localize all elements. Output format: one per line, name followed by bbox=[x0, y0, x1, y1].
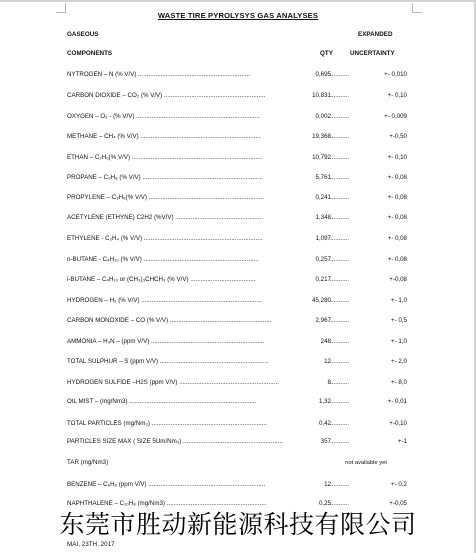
quantity-value: 19,368 bbox=[312, 133, 331, 140]
quantity-value: 357 bbox=[320, 438, 331, 445]
company-watermark: 东莞市胜动新能源科技有限公司 bbox=[59, 510, 417, 539]
component-name: BENZENE – C₆H₆ (ppm V/V) .................................................................... bbox=[67, 481, 266, 488]
gas-row bbox=[67, 480, 407, 490]
gas-row bbox=[67, 153, 407, 163]
gas-row bbox=[67, 437, 407, 447]
quantity-value: 5,761 bbox=[315, 174, 331, 181]
gas-row bbox=[67, 316, 407, 326]
gas-row bbox=[67, 255, 407, 265]
leader-dots: ........... bbox=[330, 92, 349, 99]
uncertainty-value: +- 0,009 bbox=[384, 113, 407, 120]
component-name: CARBON MONOXIDE – CO (% V/V) ........................................................... bbox=[67, 317, 272, 324]
leader-dots: ........... bbox=[330, 71, 349, 78]
uncertainty-value: +- 0,08 bbox=[387, 256, 407, 263]
leader-dots: ........... bbox=[330, 154, 349, 161]
document-title: WASTE TIRE PYROLYSYS GAS ANALYSES bbox=[157, 11, 319, 20]
row-note: not available yet bbox=[345, 460, 387, 466]
quantity-value: 10,831 bbox=[312, 92, 331, 99]
quantity-value: 0,002 bbox=[315, 113, 331, 120]
header-qty: QTY bbox=[320, 50, 333, 57]
component-name: i-BUTANE – C₄H₁₀ or (CH₃)₃CHCH₃ (% V/V) ...................................... bbox=[67, 276, 256, 283]
component-name: n-BUTANE - C₄H₁₀ (% V/V) ................................................................... bbox=[67, 256, 259, 263]
gas-row bbox=[67, 91, 407, 101]
component-name: TOTAL SULPHUR – S (ppm V/V) ............................................................... bbox=[67, 358, 269, 365]
leader-dots: ........... bbox=[330, 276, 349, 283]
uncertainty-value: +- 0,08 bbox=[387, 194, 407, 201]
document-date: MAI, 23TH, 2017 bbox=[67, 541, 115, 548]
gas-row bbox=[67, 70, 407, 80]
page-top-edge bbox=[0, 0, 476, 2]
quantity-value: 10,792 bbox=[312, 154, 331, 161]
leader-dots: ........... bbox=[330, 174, 349, 181]
leader-dots: ........... bbox=[330, 194, 349, 201]
quantity-value: 12 bbox=[324, 358, 331, 365]
quantity-value: 45,280 bbox=[312, 297, 331, 304]
leader-dots: ........... bbox=[330, 379, 349, 386]
uncertainty-value: +- 0,010 bbox=[384, 71, 407, 78]
component-name: ETHYLENE - C₂H₄ (% V/V) ..................................................................... bbox=[67, 235, 263, 242]
uncertainty-value: +-1 bbox=[397, 438, 407, 445]
uncertainty-value: +- 1,0 bbox=[391, 338, 407, 345]
gas-row bbox=[67, 213, 407, 223]
gas-row bbox=[67, 234, 407, 244]
component-name: PARTICLES SIZE MAX ( SIZE 5Um/Nm₃) .......................................................... bbox=[67, 438, 283, 445]
leader-dots: ........... bbox=[330, 113, 349, 120]
component-name: NAPHTHALENE – C₁₀H₈ (mg/Nm3) .......................................................... bbox=[67, 500, 267, 507]
quantity-value: 2,967 bbox=[315, 317, 331, 324]
uncertainty-value: +- 0,08 bbox=[387, 174, 407, 181]
uncertainty-value: +-0,08 bbox=[389, 276, 407, 283]
gas-row bbox=[67, 296, 407, 306]
component-name: OXYGEN – O₂ - (% V/V) ........................................................................ bbox=[67, 113, 260, 120]
uncertainty-value: +- 0,10 bbox=[387, 92, 407, 99]
uncertainty-value: +- 0,2 bbox=[391, 481, 407, 488]
component-name: OIL MIST – (mg/Nm3) .......................................................................... bbox=[67, 398, 257, 405]
uncertainty-value: +- 8,0 bbox=[391, 379, 407, 386]
component-name: HYDROGEN – H₂ (% V/V) ...................................................................... bbox=[67, 297, 262, 304]
header-expanded: EXPANDED bbox=[358, 31, 393, 38]
component-name: CARBON DIOXIDE – CO₂ (% V/V) ........................................................... bbox=[67, 92, 266, 99]
component-name: TOTAL PARTICLES (mg/Nm₃) ................................................................... bbox=[67, 420, 267, 427]
gas-row bbox=[67, 357, 407, 367]
leader-dots: ........... bbox=[330, 420, 349, 427]
uncertainty-value: +- 1,0 bbox=[391, 297, 407, 304]
quantity-value: 0,42 bbox=[318, 420, 331, 427]
quantity-value: 12 bbox=[324, 481, 331, 488]
uncertainty-value: +-0,50 bbox=[389, 133, 407, 140]
gas-row bbox=[67, 499, 407, 509]
uncertainty-value: +- 0,10 bbox=[387, 154, 407, 161]
header-uncertainty: UNCERTAINTY bbox=[350, 50, 395, 57]
gas-row bbox=[67, 397, 407, 407]
uncertainty-value: +- 0,5 bbox=[391, 317, 407, 324]
leader-dots: ........... bbox=[330, 358, 349, 365]
component-name: METHANE – CH₄ (% V/V) ...................................................................... bbox=[67, 133, 261, 140]
uncertainty-value: +-0,05 bbox=[389, 500, 407, 507]
quantity-value: 248 bbox=[320, 338, 331, 345]
quantity-value: 0,217 bbox=[315, 276, 331, 283]
gas-row bbox=[67, 337, 407, 347]
component-name: ETHAN – C₂H₆(% V/V) ............................................................................ bbox=[67, 154, 263, 161]
leader-dots: ........... bbox=[330, 500, 349, 507]
leader-dots: ........... bbox=[330, 297, 349, 304]
component-name: ACETYLENE (ETHYNE) C2H2 (%V/V) ................................................... bbox=[67, 214, 263, 221]
quantity-value: 1,348 bbox=[315, 214, 331, 221]
uncertainty-value: +- 0,08 bbox=[387, 214, 407, 221]
uncertainty-value: +-0,10 bbox=[389, 420, 407, 427]
component-name: HYDROGEN SULFIDE –H2S (ppm V/V) .......................................................... bbox=[67, 379, 279, 386]
uncertainty-value: +- 2,0 bbox=[391, 358, 407, 365]
quantity-value: 8 bbox=[327, 379, 331, 386]
uncertainty-value: +- 0,08 bbox=[387, 235, 407, 242]
component-name: PROPYLENE – C₃H₆(% V/V) ................................................................... bbox=[67, 194, 264, 201]
quantity-value: 0,25 bbox=[318, 500, 331, 507]
leader-dots: ........... bbox=[330, 214, 349, 221]
component-name: AMMONIA – H₃N – (ppm V/V) .................................................................. bbox=[67, 338, 265, 345]
leader-dots: ........... bbox=[330, 235, 349, 242]
quantity-value: 0,257 bbox=[315, 256, 331, 263]
quantity-value: 0,241 bbox=[315, 194, 331, 201]
gas-row bbox=[67, 419, 407, 429]
gas-row bbox=[67, 112, 407, 122]
leader-dots: ........... bbox=[330, 338, 349, 345]
quantity-value: 1,097 bbox=[315, 235, 331, 242]
gas-row bbox=[67, 458, 407, 468]
gas-row bbox=[67, 275, 407, 285]
quantity-value: 1,32 bbox=[318, 398, 331, 405]
component-name: PROPANE – C₃H₈ (% V/V) ...................................................................... bbox=[67, 174, 263, 181]
leader-dots: ........... bbox=[330, 481, 349, 488]
leader-dots: ........... bbox=[330, 398, 349, 405]
leader-dots: ........... bbox=[330, 438, 349, 445]
gas-row bbox=[67, 193, 407, 203]
quantity-value: 0,695 bbox=[315, 71, 331, 78]
gas-row bbox=[67, 173, 407, 183]
component-name: TAR (mg/Nm3) bbox=[67, 459, 109, 466]
leader-dots: ........... bbox=[330, 133, 349, 140]
uncertainty-value: +- 0,01 bbox=[387, 398, 407, 405]
gas-row bbox=[67, 132, 407, 142]
gas-row bbox=[67, 378, 407, 388]
header-gaseous: GASEOUS bbox=[67, 31, 99, 38]
header-components: COMPONENTS bbox=[67, 50, 113, 57]
component-name: NYTROGEN – N (% V/V) ................................................................. bbox=[67, 71, 250, 78]
leader-dots: ........... bbox=[330, 317, 349, 324]
leader-dots: ........... bbox=[330, 256, 349, 263]
